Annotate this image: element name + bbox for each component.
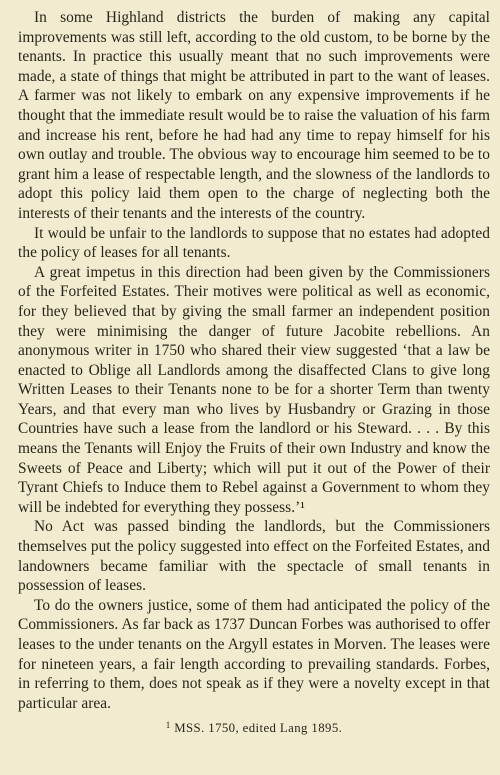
footnote-text: MSS. 1750, edited Lang 1895. — [174, 721, 343, 736]
paragraph-unfair-to-landlords: It would be unfair to the landlords to suppose that no estates had adopted the policy of leases for all tenants. — [18, 224, 490, 262]
paragraph-highland-improvements: In some Highland districts the burden of making any capital improvements was still left, according to the old custom, to be borne by the tenants. In practice this usually meant that no such improvements were made, a state of things that might be attributed in part to the want of leases. A farmer was not likely to embark on any expensive improvements if he thought that the immediate result would be to raise the valuation of his farm and increase his rent, before he had had any time to repay himself for his own outlay and trouble. The obvious way to encourage him seemed to be to grant him a lease of respectable length, and the slowness of the landlords to adopt this policy laid them open to the charge of neglecting both the interests of their tenants and the interests of the country. — [18, 9, 490, 222]
paragraph-owners-justice: To do the owners justice, some of them had anticipated the policy of the Commissioners. As far back as 1737 Duncan Forbes was authorised to offer leases to the under tenants on the Argyll estates in Morven. The leases were for nineteen years, a fair length according to prevailing standards. Forbes, in referring to them, does not speak as if they were a novelty except in that particular area. — [18, 596, 490, 712]
paragraph-no-act-passed: No Act was passed binding the landlords, but the Commissioners themselves put the policy suggested into effect on the Forfeited Estates, and landowners became familiar with the spectacle of small tenants in possession of leases. — [18, 518, 490, 595]
paragraph-forfeited-estates: A great impetus in this direction had been given by the Commissioners of the Forfeited Estates. Their motives were political as well as economic, for they believed that by giving the small farmer an independent position they were minimising the danger of future Jacobite rebellions. An anonymous writer in 1750 who shared their view suggested ‘that a law be enacted to Oblige all Landlords among the disaffected Clans to give long Written Leases to their Tenants none to be for a shorter Term than twenty Years, and that every man who lives by Husbandry or Grazing in those Countries have such a lease from the landlord or his Steward. . . . By this means the Tenants will Enjoy the Fruits of their own Industry and know the Sweets of Peace and Liberty; which will put it out of the Power of their Tyrant Chiefs to Induce them to Rebel against a Government to whom they will be indebted for everything they possess.’¹ — [18, 263, 490, 516]
footnote — [18, 717, 490, 736]
footnote-marker: 1 — [165, 720, 171, 731]
page-body — [18, 8, 490, 736]
